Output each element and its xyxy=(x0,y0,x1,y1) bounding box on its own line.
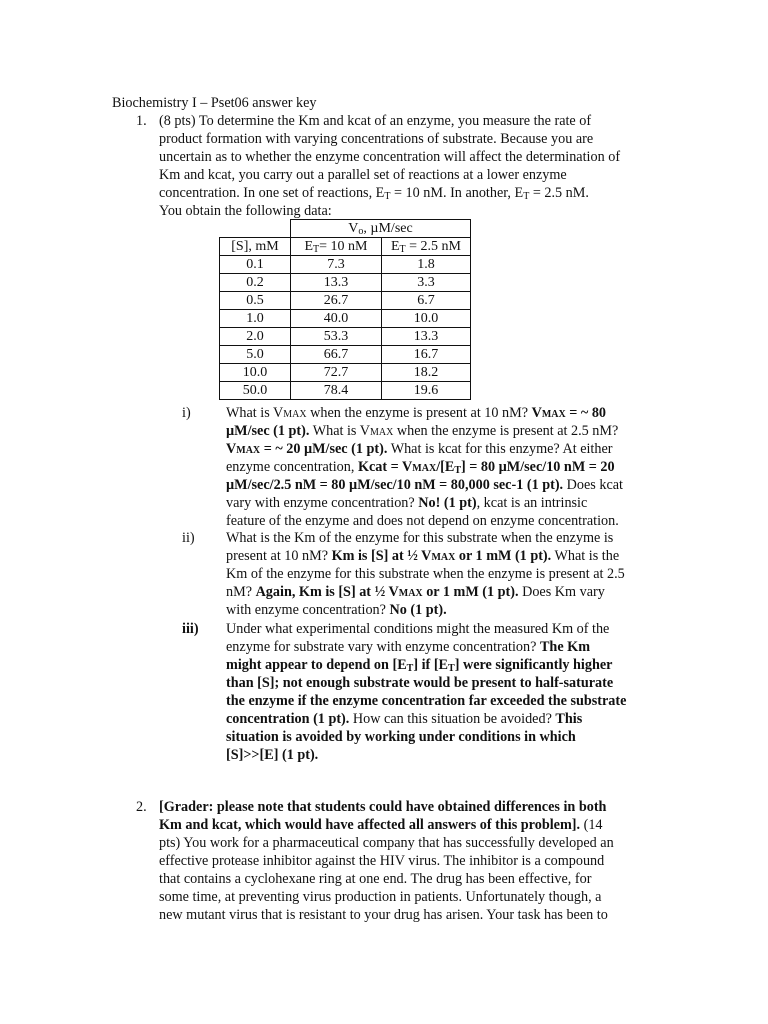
table-header-et-2-5: $E_T = 2.5$ nM xyxy=(382,238,471,256)
table-row xyxy=(220,274,471,292)
table-blank-cell xyxy=(220,220,291,238)
table-cell: 1.8 xyxy=(382,256,471,274)
intro-line-concentrations: concentration. In one set of reactions, $E_T = 10$ nM. In another, $E_T = 2.5$ nM. xyxy=(159,185,589,202)
question-2-line: Km and kcat, which would have affected all answers of this problem]. (14 xyxy=(159,817,603,833)
part-ii-text xyxy=(226,529,656,619)
question-2-line: new mutant virus that is resistant to your drug has arisen. Your task has been to xyxy=(159,907,608,923)
part-i-label: i) xyxy=(182,405,191,421)
part-i-line: µM/sec (1 pt). What is VMAX when the enzyme is present at 2.5 nM? xyxy=(226,423,619,439)
table-cell: 0.1 xyxy=(220,256,291,274)
table-row xyxy=(220,346,471,364)
part-ii-line: with enzyme concentration? No (1 pt). xyxy=(226,602,447,618)
table-row xyxy=(220,292,471,310)
table-cell: 40.0 xyxy=(291,310,382,328)
question-2-text xyxy=(159,798,651,924)
table-cell: 53.3 xyxy=(291,328,382,346)
table-cell: 10.0 xyxy=(220,364,291,382)
question-2-line: that contains a cyclohexane ring at one end. The drug has been effective, for xyxy=(159,871,592,887)
table-row xyxy=(220,364,471,382)
table-group-header-row xyxy=(220,220,471,238)
table-cell: 78.4 xyxy=(291,382,382,400)
intro-line: product formation with varying concentrations of substrate. Because you are xyxy=(159,131,594,147)
part-iii-label: iii) xyxy=(182,621,199,637)
part-i-line: feature of the enzyme and does not depend on enzyme concentration. xyxy=(226,513,619,529)
table-cell: 18.2 xyxy=(382,364,471,382)
part-i-line: VMAX = ~ 20 µM/sec (1 pt). What is kcat for this enzyme? At either xyxy=(226,441,613,457)
intro-line: You obtain the following data: xyxy=(159,203,332,219)
part-iii-line: Under what experimental conditions might the measured Km of the xyxy=(226,621,610,637)
part-ii-line: nM? Again, Km is [S] at ½ VMAX or 1 mM (1 pt). Does Km vary xyxy=(226,584,605,600)
part-iii-line: might appear to depend on $[E_T]$ if $[E_T]$ were significantly higher xyxy=(226,657,613,674)
part-i-line: enzyme concentration, Kcat = VMAX/$[E_T] = 80$ µM/sec/10 nM = 20 xyxy=(226,459,615,476)
table-cell: 66.7 xyxy=(291,346,382,364)
intro-line: Km and kcat, you carry out a parallel set of reactions at a lower enzyme xyxy=(159,167,567,183)
table-row xyxy=(220,256,471,274)
table-cell: 0.2 xyxy=(220,274,291,292)
question-2-line: some time, at preventing virus production in patients. Unfortunately though, a xyxy=(159,889,602,905)
table-cell: 10.0 xyxy=(382,310,471,328)
part-iii-line: situation is avoided by working under conditions in which xyxy=(226,729,576,745)
part-iii-line: [S]>>[E] (1 pt). xyxy=(226,747,319,763)
table-header-et-10: $E_T= 10$ nM xyxy=(291,238,382,256)
question-2-line: effective protease inhibitor against the HIV virus. The inhibitor is a compound xyxy=(159,853,605,869)
table-header-substrate: [S], mM xyxy=(220,238,291,256)
intro-line: (8 pts) To determine the Km and kcat of an enzyme, you measure the rate of xyxy=(159,113,592,129)
table-cell: 6.7 xyxy=(382,292,471,310)
document-title: Biochemistry I – Pset06 answer key xyxy=(112,95,317,111)
table-cell: 19.6 xyxy=(382,382,471,400)
table-cell: 7.3 xyxy=(291,256,382,274)
part-i-line: µM/sec/2.5 nM = 80 µM/sec/10 nM = 80,000 sec-1 (1 pt). Does kcat xyxy=(226,477,623,493)
part-iii-text xyxy=(226,620,656,764)
table-cell: 50.0 xyxy=(220,382,291,400)
question-2-number: 2. xyxy=(136,799,147,815)
table-cell: 2.0 xyxy=(220,328,291,346)
table-cell: 26.7 xyxy=(291,292,382,310)
part-ii-label: ii) xyxy=(182,530,195,546)
question-1-intro xyxy=(159,112,651,220)
intro-line: uncertain as to whether the enzyme concentration will affect the determination of xyxy=(159,149,621,165)
part-iii-line: the enzyme if the enzyme concentration far exceeded the substrate xyxy=(226,693,627,709)
part-iii-line: concentration (1 pt). How can this situation be avoided? This xyxy=(226,711,583,727)
part-i-line: What is VMAX when the enzyme is present at 10 nM? VMAX = ~ 80 xyxy=(226,405,607,421)
part-ii-line: Km of the enzyme for this substrate when the enzyme is present at 2.5 xyxy=(226,566,625,582)
table-cell: 1.0 xyxy=(220,310,291,328)
table-row xyxy=(220,382,471,400)
table-header-row xyxy=(220,238,471,256)
table-group-header: $V_o$, µM/sec xyxy=(291,220,471,238)
table-cell: 13.3 xyxy=(291,274,382,292)
table-row xyxy=(220,328,471,346)
question-2-line: pts) You work for a pharmaceutical company that has successfully developed an xyxy=(159,835,614,851)
part-i-text xyxy=(226,404,656,530)
part-iii-line: than [S]; not enough substrate would be present to half-saturate xyxy=(226,675,614,691)
part-i-line: vary with enzyme concentration? No! (1 pt), kcat is an intrinsic xyxy=(226,495,588,511)
table-cell: 3.3 xyxy=(382,274,471,292)
table-row xyxy=(220,310,471,328)
table-cell: 5.0 xyxy=(220,346,291,364)
part-ii-line: What is the Km of the enzyme for this substrate when the enzyme is xyxy=(226,530,614,546)
part-iii-line: enzyme for substrate vary with enzyme concentration? The Km xyxy=(226,639,591,655)
table-cell: 16.7 xyxy=(382,346,471,364)
question-1-number: 1. xyxy=(136,113,147,129)
table-cell: 13.3 xyxy=(382,328,471,346)
part-ii-line: present at 10 nM? Km is [S] at ½ VMAX or 1 mM (1 pt). What is the xyxy=(226,548,620,564)
question-2-line: [Grader: please note that students could have obtained differences in both xyxy=(159,799,607,815)
rate-data-table xyxy=(219,219,471,400)
table-cell: 0.5 xyxy=(220,292,291,310)
table-cell: 72.7 xyxy=(291,364,382,382)
